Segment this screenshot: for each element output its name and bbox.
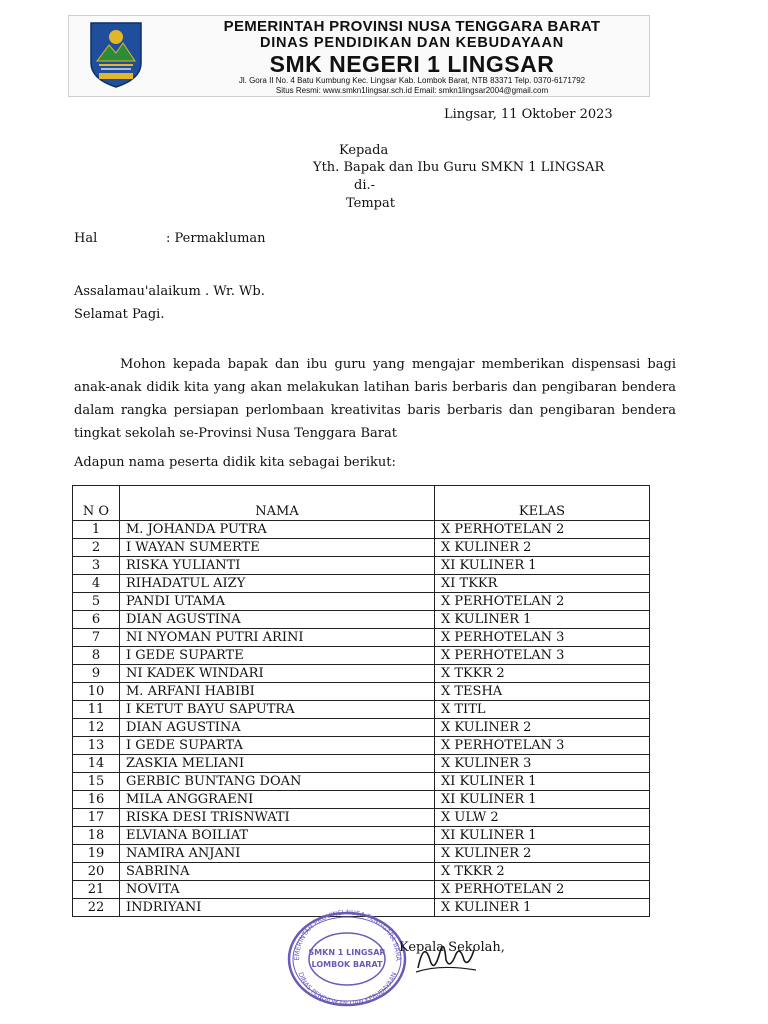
greeting-morning: Selamat Pagi. — [74, 307, 165, 322]
table-cell-kelas: X PERHOTELAN 3 — [435, 647, 650, 665]
svg-text:SMKN 1 LINGSAR: SMKN 1 LINGSAR — [308, 948, 386, 957]
table-cell-kelas: XI TKKR — [435, 575, 650, 593]
table-cell-nama: DIAN AGUSTINA — [120, 611, 435, 629]
table-cell-kelas: XI KULINER 1 — [435, 827, 650, 845]
table-row — [73, 737, 650, 755]
svg-text:PEMERINTAH PROVINSI NUSA TENGG: EMERINTAH PROVINSI NUSA TENGGARA BARA — [292, 908, 403, 961]
recipient: Yth. Bapak dan Ibu Guru SMKN 1 LINGSAR — [313, 160, 605, 175]
table-cell-kelas: X TITL — [435, 701, 650, 719]
table-header-row — [73, 486, 650, 521]
table-row — [73, 665, 650, 683]
table-cell-kelas: XI KULINER 1 — [435, 773, 650, 791]
table-cell-kelas: X PERHOTELAN 3 — [435, 629, 650, 647]
table-cell-kelas: X TKKR 2 — [435, 665, 650, 683]
table-cell-no: 13 — [73, 737, 120, 755]
table-cell-no: 22 — [73, 899, 120, 917]
table-cell-kelas: X KULINER 3 — [435, 755, 650, 773]
school-stamp-icon — [285, 907, 410, 1007]
table-row — [73, 629, 650, 647]
table-cell-nama: M. ARFANI HABIBI — [120, 683, 435, 701]
table-cell-no: 8 — [73, 647, 120, 665]
table-row — [73, 755, 650, 773]
table-row — [73, 557, 650, 575]
header-nama: NAMA — [120, 486, 435, 521]
participants-table — [72, 485, 650, 917]
greeting: Assalamau'alaikum . Wr. Wb. — [74, 284, 265, 299]
letterhead-government: PEMERINTAH PROVINSI NUSA TENGGARA BARAT — [223, 18, 601, 35]
table-row — [73, 575, 650, 593]
table-row — [73, 611, 650, 629]
table-cell-kelas: X KULINER 1 — [435, 899, 650, 917]
ntb-emblem-icon — [87, 21, 145, 89]
table-cell-no: 18 — [73, 827, 120, 845]
table-cell-kelas: X KULINER 2 — [435, 539, 650, 557]
table-cell-kelas: X PERHOTELAN 3 — [435, 737, 650, 755]
subject-value: : Permakluman — [166, 231, 266, 246]
table-cell-nama: GERBIC BUNTANG DOAN — [120, 773, 435, 791]
table-row — [73, 863, 650, 881]
table-cell-nama: RISKA DESI TRISNWATI — [120, 809, 435, 827]
table-cell-no: 17 — [73, 809, 120, 827]
table-cell-kelas: X PERHOTELAN 2 — [435, 881, 650, 899]
di-label: di.- — [354, 178, 376, 193]
table-cell-nama: I KETUT BAYU SAPUTRA — [120, 701, 435, 719]
table-cell-nama: RISKA YULIANTI — [120, 557, 435, 575]
table-row — [73, 701, 650, 719]
table-cell-no: 9 — [73, 665, 120, 683]
table-row — [73, 827, 650, 845]
body-paragraph: Mohon kepada bapak dan ibu guru yang mengajar memberikan dispensasi bagi anak-anak didik kita yang akan melakukan latihan baris berbaris dan pengibaran bendera dalam rangka persiapan perlombaan kreativitas baris berbaris dan pengibaran bendera tingkat sekolah se-Provinsi Nusa Tenggara Barat — [74, 357, 676, 441]
table-cell-nama: M. JOHANDA PUTRA — [120, 521, 435, 539]
table-cell-no: 10 — [73, 683, 120, 701]
table-cell-no: 12 — [73, 719, 120, 737]
table-cell-nama: SABRINA — [120, 863, 435, 881]
table-cell-kelas: X PERHOTELAN 2 — [435, 521, 650, 539]
table-cell-no: 2 — [73, 539, 120, 557]
table-row — [73, 845, 650, 863]
table-cell-no: 1 — [73, 521, 120, 539]
table-row — [73, 881, 650, 899]
letterhead-address: Jl. Gora II No. 4 Batu Kumbung Kec. Lingsar Kab. Lombok Barat, NTB 83371 Telp. 0370-6171792 — [238, 76, 586, 85]
table-cell-nama: PANDI UTAMA — [120, 593, 435, 611]
table-cell-nama: I GEDE SUPARTE — [120, 647, 435, 665]
table-cell-nama: INDRIYANI — [120, 899, 435, 917]
table-cell-no: 3 — [73, 557, 120, 575]
place-label: Tempat — [346, 196, 395, 211]
table-cell-nama: I GEDE SUPARTA — [120, 737, 435, 755]
table-row — [73, 539, 650, 557]
table-cell-kelas: XI KULINER 1 — [435, 557, 650, 575]
letterhead — [68, 15, 650, 97]
letterhead-department: DINAS PENDIDIKAN DAN KEBUDAYAAN — [259, 35, 565, 51]
to-label: Kepada — [339, 143, 389, 158]
table-cell-nama: NI NYOMAN PUTRI ARINI — [120, 629, 435, 647]
table-cell-no: 19 — [73, 845, 120, 863]
header-no: N O — [73, 486, 120, 521]
svg-text:DINAS PENDIDIKAN DAN KEBUDAYAA: DINAS PENDIDIKAN DAN KEBUDAYAAN — [296, 971, 399, 1007]
table-cell-kelas: X KULINER 2 — [435, 719, 650, 737]
table-cell-no: 11 — [73, 701, 120, 719]
table-cell-nama: I WAYAN SUMERTE — [120, 539, 435, 557]
table-cell-nama: NI KADEK WINDARI — [120, 665, 435, 683]
table-cell-kelas: X KULINER 2 — [435, 845, 650, 863]
table-cell-kelas: X TKKR 2 — [435, 863, 650, 881]
table-cell-kelas: X KULINER 1 — [435, 611, 650, 629]
table-row — [73, 809, 650, 827]
table-row — [73, 593, 650, 611]
place-date: Lingsar, 11 Oktober 2023 — [444, 107, 613, 122]
table-cell-nama: MILA ANGGRAENI — [120, 791, 435, 809]
table-cell-no: 4 — [73, 575, 120, 593]
table-cell-nama: DIAN AGUSTINA — [120, 719, 435, 737]
table-cell-nama: NAMIRA ANJANI — [120, 845, 435, 863]
svg-text:LOMBOK BARAT: LOMBOK BARAT — [311, 960, 383, 969]
table-cell-no: 6 — [73, 611, 120, 629]
table-row — [73, 647, 650, 665]
letterhead-school-name: SMK NEGERI 1 LINGSAR — [269, 51, 555, 77]
table-cell-no: 14 — [73, 755, 120, 773]
table-cell-nama: ZASKIA MELIANI — [120, 755, 435, 773]
table-row — [73, 683, 650, 701]
header-kelas: KELAS — [435, 486, 650, 521]
letterhead-website: Situs Resmi: www.smkn1lingsar.sch.id Email: smkn1lingsar2004@gmail.com — [275, 86, 549, 95]
table-cell-nama: ELVIANA BOILIAT — [120, 827, 435, 845]
table-cell-kelas: XI KULINER 1 — [435, 791, 650, 809]
table-cell-kelas: X PERHOTELAN 2 — [435, 593, 650, 611]
table-cell-kelas: X TESHA — [435, 683, 650, 701]
table-cell-kelas: X ULW 2 — [435, 809, 650, 827]
table-cell-nama: NOVITA — [120, 881, 435, 899]
closing-title: Kepala Sekolah, — [399, 940, 505, 955]
table-cell-nama: RIHADATUL AIZY — [120, 575, 435, 593]
list-intro: Adapun nama peserta didik kita sebagai berikut: — [74, 455, 396, 470]
table-cell-no: 5 — [73, 593, 120, 611]
table-cell-no: 21 — [73, 881, 120, 899]
subject-label: Hal — [74, 231, 98, 246]
table-row — [73, 773, 650, 791]
table-row — [73, 791, 650, 809]
table-row — [73, 521, 650, 539]
table-cell-no: 16 — [73, 791, 120, 809]
table-row — [73, 719, 650, 737]
table-cell-no: 7 — [73, 629, 120, 647]
table-cell-no: 15 — [73, 773, 120, 791]
table-cell-no: 20 — [73, 863, 120, 881]
